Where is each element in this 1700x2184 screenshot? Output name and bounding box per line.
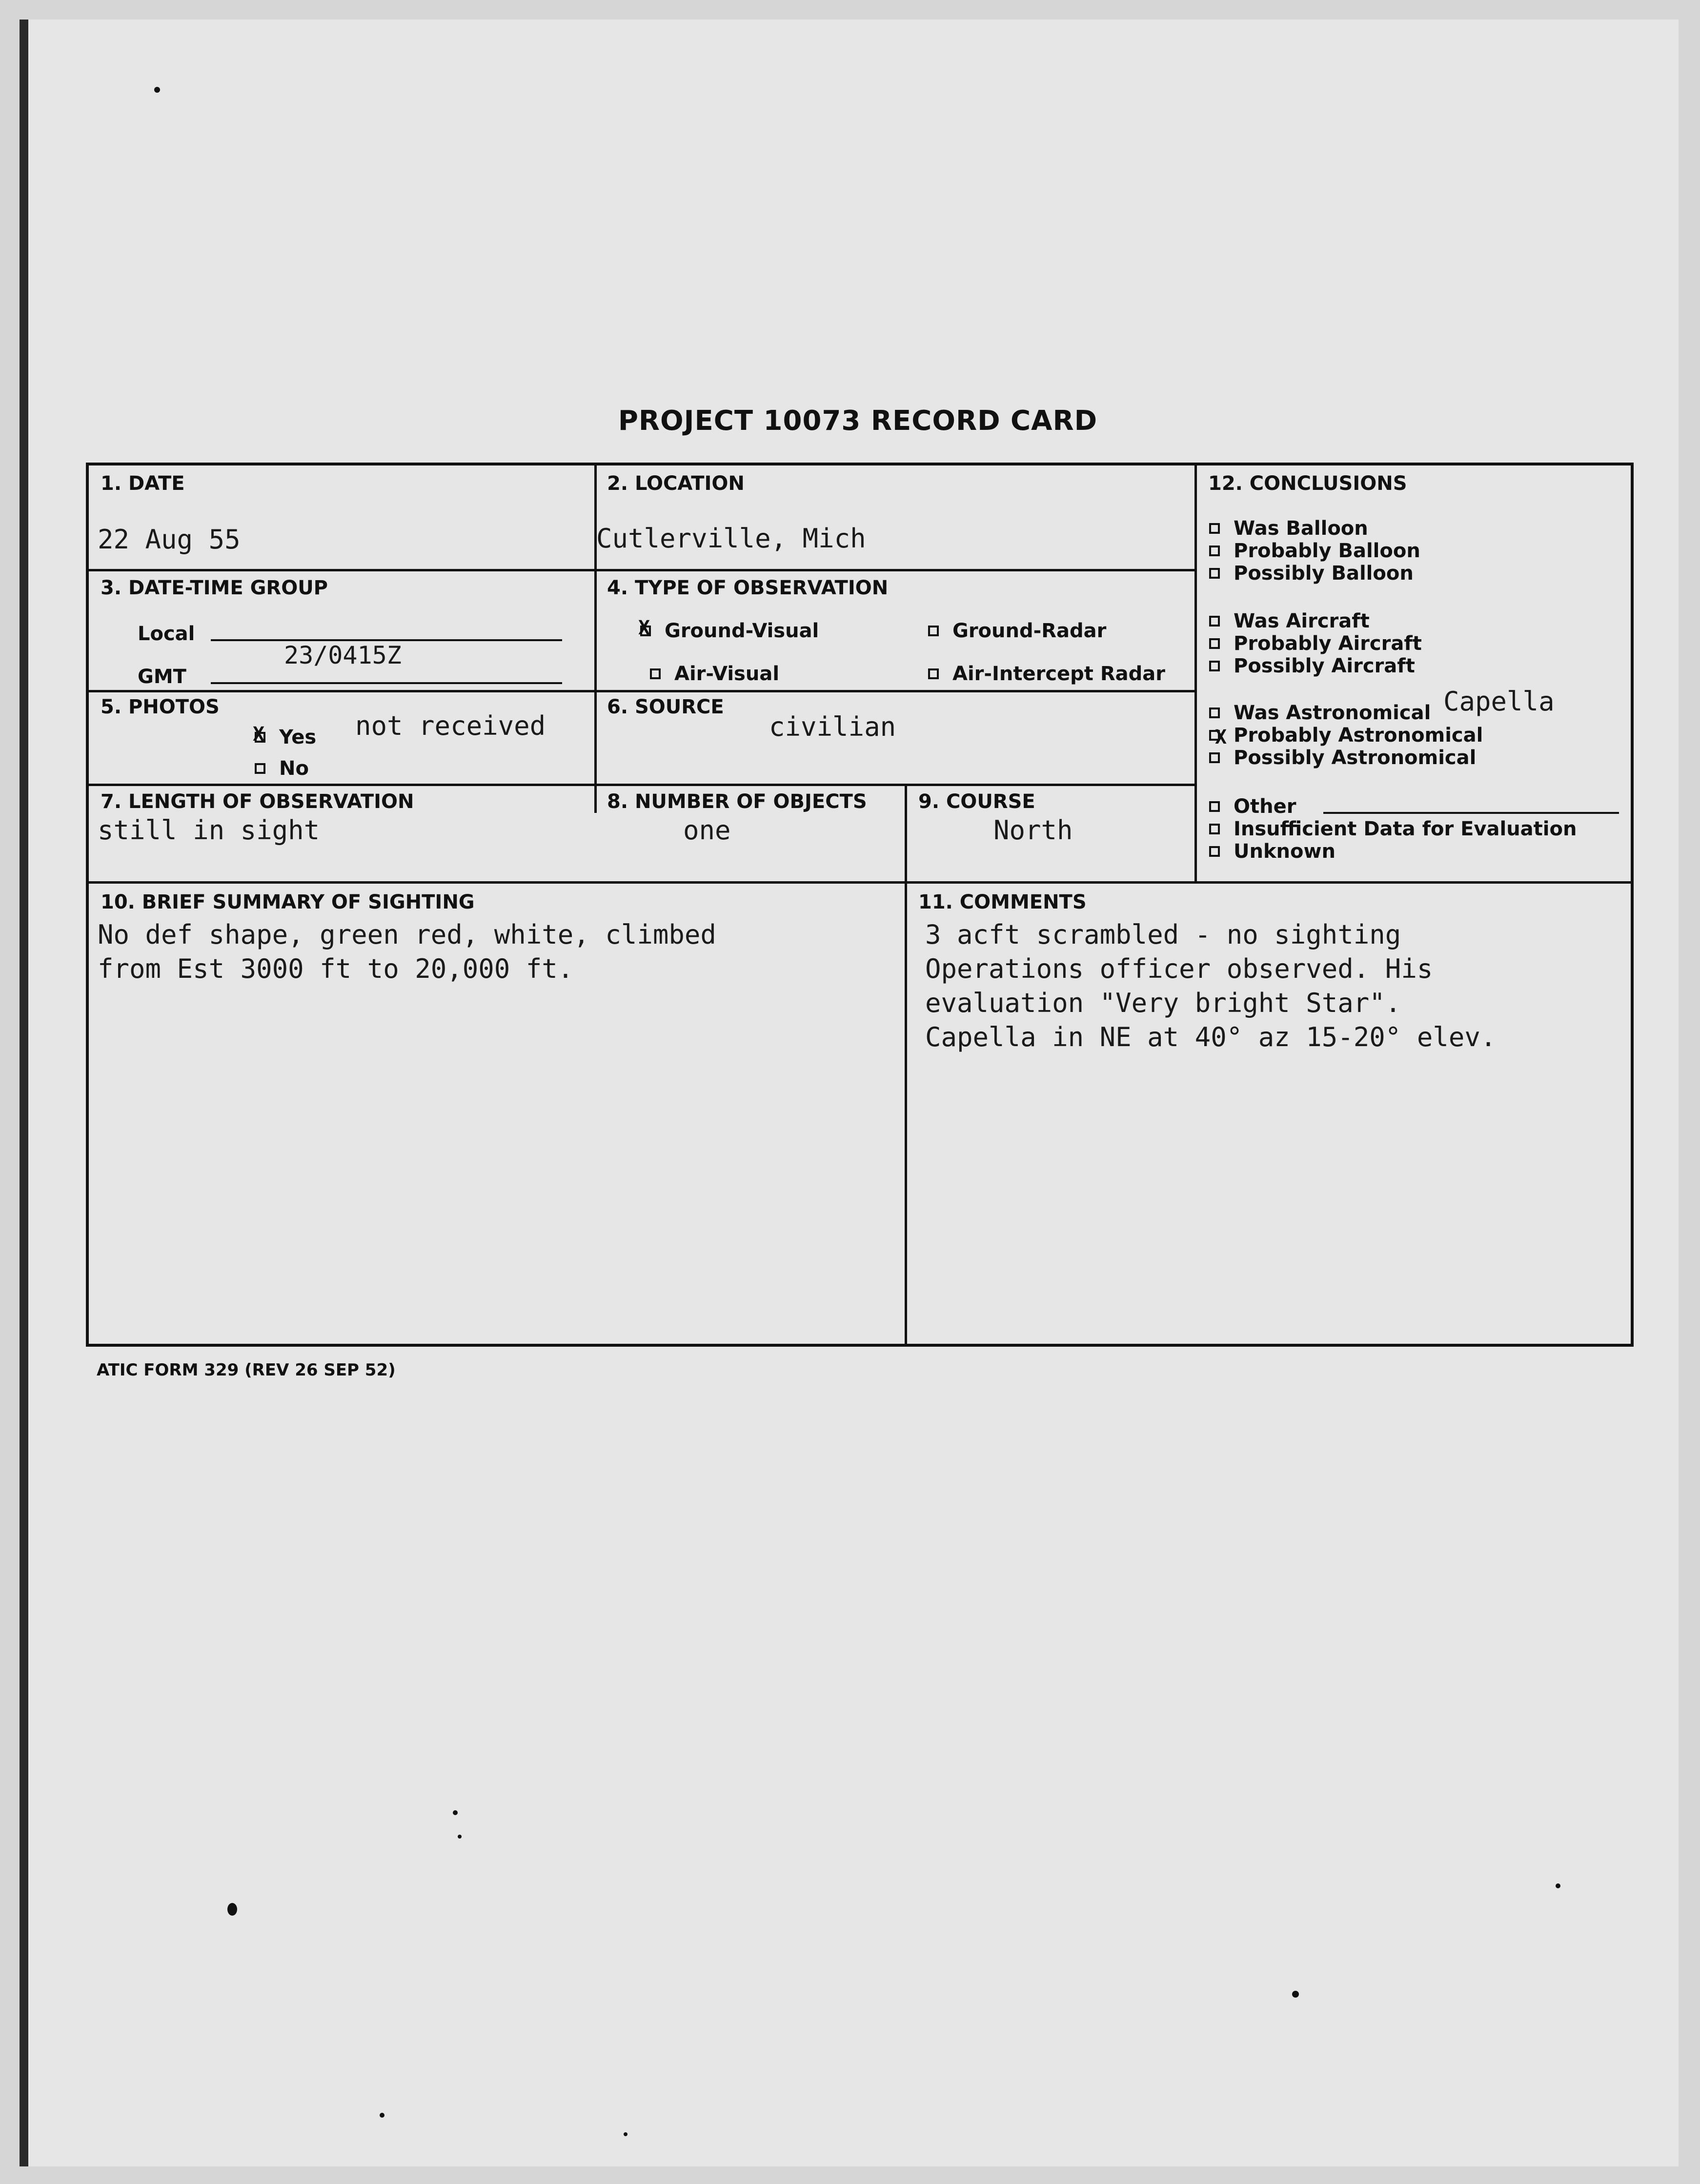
scan-speck: [624, 2132, 627, 2136]
divider: [594, 465, 597, 813]
other-underline: [1323, 812, 1619, 814]
scan-speck: [458, 1835, 462, 1839]
conclusion-was-aircraft: Was Aircraft: [1209, 610, 1370, 632]
course-label: 9. COURSE: [918, 790, 1035, 813]
checkbox-icon: [253, 723, 265, 746]
number-of-objects-value: one: [683, 815, 731, 846]
scan-speck: [380, 2113, 385, 2118]
length-of-observation-value: still in sight: [98, 815, 320, 846]
conclusion-was-balloon: Was Balloon: [1209, 517, 1368, 540]
checkbox-icon: [1209, 546, 1220, 556]
comments-label: 11. COMMENTS: [918, 891, 1087, 913]
conclusion-possibly-aircraft: Possibly Aircraft: [1209, 655, 1415, 677]
conclusions-label: 12. CONCLUSIONS: [1208, 472, 1407, 495]
x-mark: X: [1215, 726, 1227, 748]
form-number: ATIC FORM 329 (REV 26 SEP 52): [97, 1360, 396, 1380]
scan-speck: [154, 87, 160, 93]
conclusion-unknown: Unknown: [1209, 840, 1336, 863]
x-mark: X: [638, 617, 650, 639]
checkbox-icon: [1209, 661, 1220, 671]
conclusion-was-astronomical: Was Astronomical: [1209, 702, 1431, 724]
photos-value: not received: [355, 710, 546, 741]
divider: [89, 690, 1194, 692]
scan-speck: [453, 1810, 458, 1815]
checkbox-icon: [1209, 523, 1220, 534]
number-of-objects-label: 8. NUMBER OF OBJECTS: [607, 790, 867, 813]
option-ground-radar: Ground-Radar: [928, 620, 1106, 642]
conclusion-probably-balloon: Probably Balloon: [1209, 540, 1420, 562]
card-title: PROJECT 10073 RECORD CARD: [618, 405, 1098, 437]
checkbox-icon: [1209, 726, 1227, 748]
astronomical-note: Capella: [1443, 686, 1555, 717]
brief-summary-label: 10. BRIEF SUMMARY OF SIGHTING: [101, 891, 475, 913]
divider: [1194, 465, 1197, 881]
date-value: 22 Aug 55: [98, 524, 241, 555]
scan-speck: [1292, 1991, 1299, 1998]
record-card-sheet: [20, 20, 1679, 2166]
location-label: 2. LOCATION: [607, 472, 745, 495]
comments-line: Capella in NE at 40° az 15-20° elev.: [925, 1022, 1497, 1052]
scan-speck: [1556, 1883, 1560, 1888]
checkbox-icon: [1209, 638, 1220, 649]
divider: [89, 569, 1194, 571]
option-photos-no: No: [255, 757, 309, 780]
option-air-intercept-radar: Air-Intercept Radar: [928, 663, 1165, 685]
gmt-label: GMT: [138, 666, 186, 688]
comments-line: 3 acft scrambled - no sighting: [925, 919, 1401, 950]
checkbox-icon: [650, 668, 661, 679]
course-value: North: [993, 815, 1073, 846]
divider: [905, 784, 907, 1345]
conclusion-probably-aircraft: Probably Aircraft: [1209, 632, 1422, 655]
date-label: 1. DATE: [101, 472, 185, 495]
checkbox-icon: [1209, 568, 1220, 579]
record-card-form: [86, 463, 1634, 1347]
comments-line: Operations officer observed. His: [925, 953, 1433, 984]
checkbox-icon: [638, 617, 651, 639]
conclusion-possibly-astronomical: Possibly Astronomical: [1209, 747, 1476, 769]
comments-line: evaluation "Very bright Star".: [925, 988, 1401, 1018]
source-label: 6. SOURCE: [607, 696, 724, 718]
checkbox-icon: [928, 626, 939, 636]
x-mark: X: [253, 723, 265, 746]
gmt-value: 23/0415Z: [284, 641, 402, 669]
length-of-observation-label: 7. LENGTH OF OBSERVATION: [101, 790, 414, 813]
conclusion-possibly-balloon: Possibly Balloon: [1209, 562, 1414, 585]
checkbox-icon: [1209, 708, 1220, 718]
brief-summary-line: No def shape, green red, white, climbed: [98, 919, 716, 950]
gmt-underline: [211, 682, 562, 684]
conclusion-insufficient-data: Insufficient Data for Evaluation: [1209, 818, 1577, 840]
local-label: Local: [138, 623, 195, 645]
option-air-visual: Air-Visual: [650, 663, 779, 685]
checkbox-icon: [1209, 846, 1220, 857]
source-value: civilian: [769, 711, 896, 742]
checkbox-icon: [1209, 616, 1220, 627]
checkbox-icon: [255, 763, 265, 774]
option-photos-yes: X Yes: [253, 723, 317, 748]
brief-summary-line: from Est 3000 ft to 20,000 ft.: [98, 953, 574, 984]
divider: [89, 881, 1631, 884]
type-of-observation-label: 4. TYPE OF OBSERVATION: [607, 577, 889, 599]
conclusion-other: Other: [1209, 795, 1296, 818]
divider: [89, 784, 1194, 786]
location-value: Cutlerville, Mich: [596, 523, 866, 554]
checkbox-icon: [1209, 801, 1220, 812]
photos-label: 5. PHOTOS: [101, 696, 220, 718]
conclusion-probably-astronomical: X Probably Astronomical: [1209, 724, 1483, 747]
scan-speck: [227, 1903, 237, 1916]
date-time-group-label: 3. DATE-TIME GROUP: [101, 577, 328, 599]
checkbox-icon: [928, 668, 939, 679]
checkbox-icon: [1209, 752, 1220, 763]
checkbox-icon: [1209, 824, 1220, 834]
option-ground-visual: X Ground-Visual: [638, 617, 819, 642]
